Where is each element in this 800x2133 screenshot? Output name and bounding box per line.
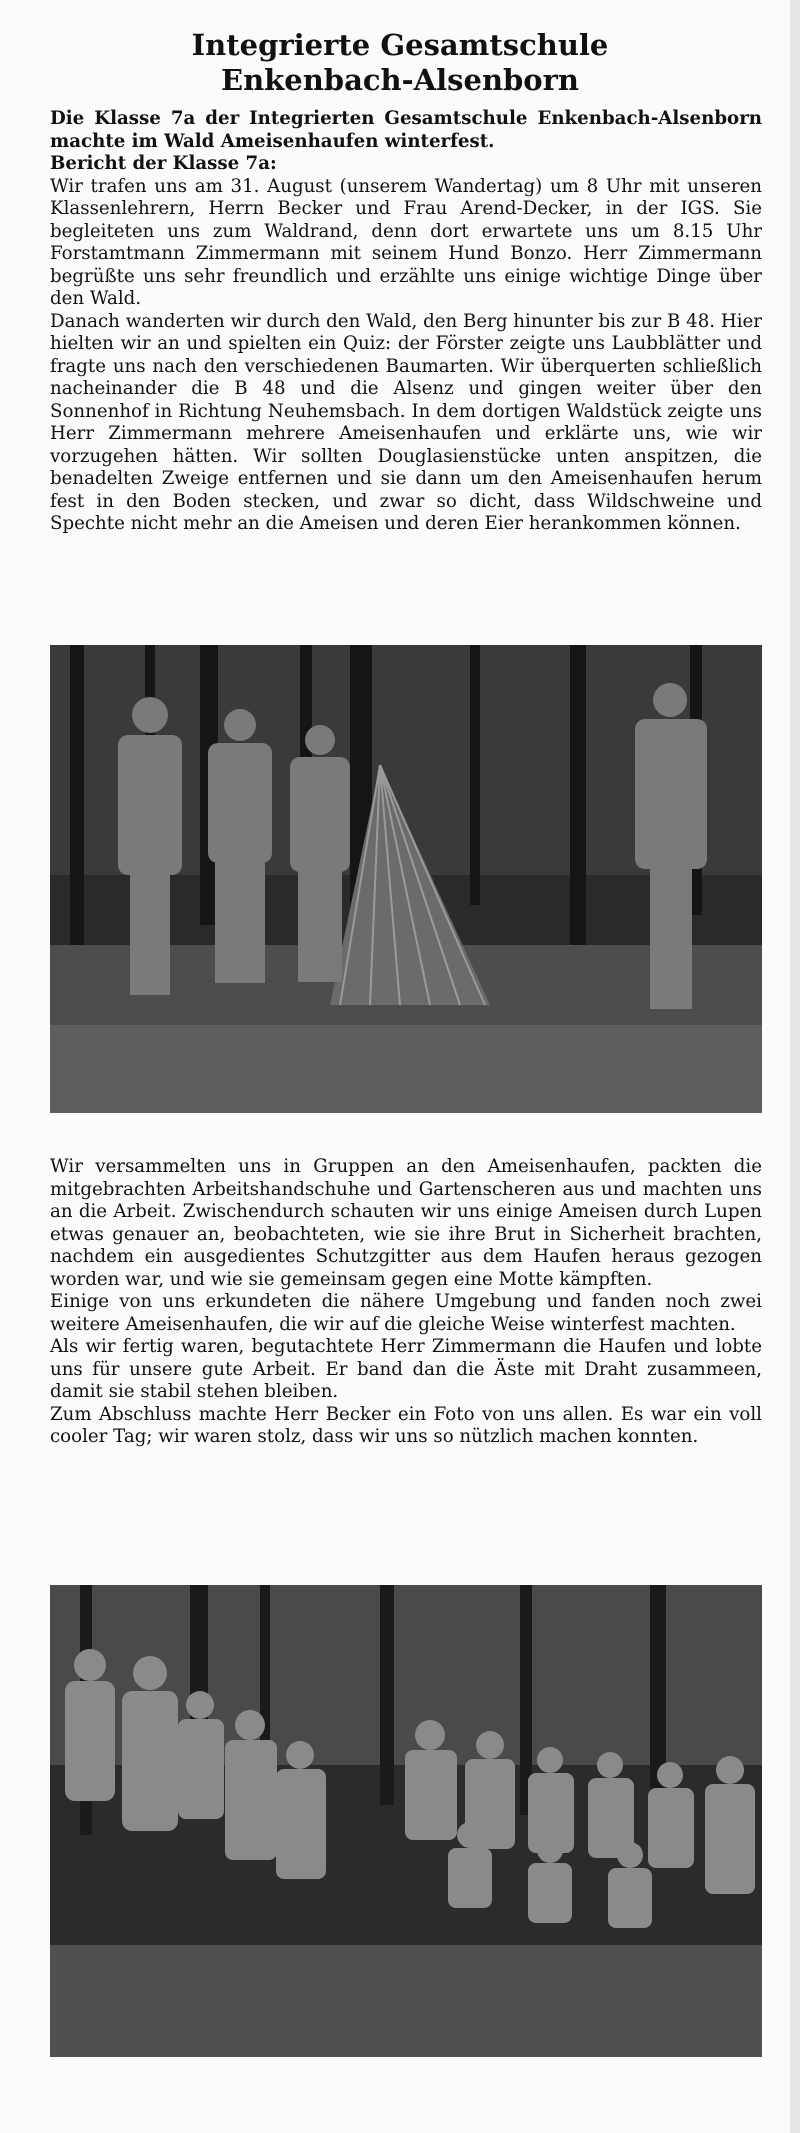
paragraph: Als wir fertig waren, begutachtete Herr Zimmermann die Haufen und lobte uns für unsere gute Arbeit. Er band dan die Äste mit Draht zusammeen, damit sie stabil stehen bleiben. — [50, 1336, 762, 1402]
paragraph: Zum Abschluss machte Herr Becker ein Foto von uns allen. Es war ein voll cooler Tag; wir waren stolz, dass wir uns so nützlich machen konnten. — [50, 1403, 762, 1447]
paragraph: Wir versammelten uns in Gruppen an den Ameisenhaufen, packten die mitgebrachten Arbeitshandschuhe und Gartenscheren aus und machten uns an die Arbeit. Zwischendurch schauten wir uns einige Ameisen durch Lupen etwas genauer an, beobachteten, wie sie ihre Brut in Sicherheit brachten, nachdem ein ausgedientes Schutzgitter aus dem Haufen heraus gezogen worden war, und wie sie gemeinsam gegen eine Motte kämpften. — [50, 1156, 762, 1290]
photo-forest-anthill-image — [50, 645, 762, 1113]
photo-forest-anthill — [50, 645, 762, 1113]
photo-group — [50, 1585, 762, 2057]
headline-line-2: Enkenbach-Alsenborn — [220, 63, 580, 97]
paragraph: Danach wanderten wir durch den Wald, den Berg hinunter bis zur B 48. Hier hielten wir an und spielten ein Quiz: der Förster zeigte uns Laubblätter und fragte uns nach den verschiedenen Baumarten. Wir überquerten schließlich nacheinander die B 48 und die Alsenz und gingen weiter über den Sonnenhof in Richtung Neuhemsbach. In dem dortigen Waldstück zeigte uns Herr Zimmermann mehrere Ameisenhaufen und erklärte uns, wie wir vorzugehen hätten. Wir sollten Douglasienstücke unten anspitzen, die benadelten Zweige entfernen und sie dann um den Ameisenhaufen herum fest in den Boden stecken, und zwar so dicht, dass Wildschweine und Spechte nicht mehr an die Ameisen und deren Eier herankommen können. — [50, 310, 762, 534]
paragraph: Einige von uns erkundeten die nähere Umgebung und fanden noch zwei weitere Ameisenhaufen, die wir auf die gleiche Weise winterfest machten. — [50, 1291, 762, 1335]
article-intro — [50, 108, 762, 536]
article-body — [50, 1156, 762, 1449]
headline — [0, 28, 800, 98]
headline-line-1: Integrierte Gesamtschule — [191, 28, 609, 62]
byline: Bericht der Klasse 7a: — [50, 153, 277, 174]
paragraph: Wir trafen uns am 31. August (unserem Wandertag) um 8 Uhr mit unseren Klassenlehrern, Herrn Becker und Frau Arend-Decker, in der IGS. Sie begleiteten uns zum Waldrand, denn dort erwartete uns um 8.15 Uhr Forstamtmann Zimmermann mit seinem Hund Bonzo. Herr Zimmermann begrüßte uns sehr freundlich und erzählte uns einige wichtige Dinge über den Wald. — [50, 175, 762, 309]
photo-group-image — [50, 1585, 762, 2057]
lead-paragraph: Die Klasse 7a der Integrierten Gesamtschule Enkenbach-Alsenborn machte im Wald Ameisenhaufen winterfest. — [50, 108, 762, 152]
